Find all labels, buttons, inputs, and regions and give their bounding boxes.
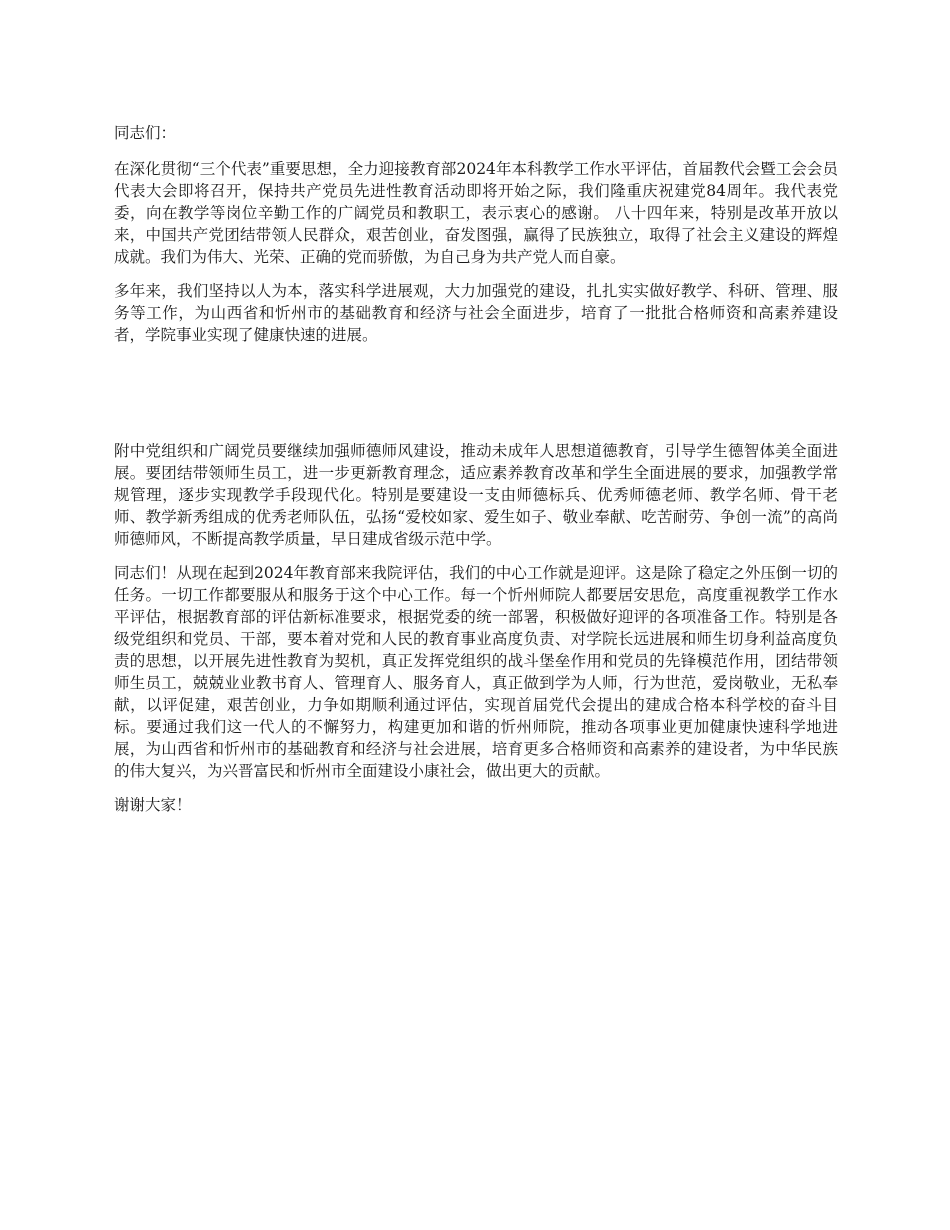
paragraph-3: 附中党组织和广阔党员要继续加强师德师风建设，推动未成年人思想道德教育，引导学生德智体美全面进展。要团结带领师生员工，进一步更新教育理念，适应素养教育改革和学生全面进展的要求，加强教学常规管理，逐步实现教学手段现代化。特别是要建设一支由师德标兵、优秀师德老师、教学名师、骨干老师、教学新秀组成的优秀老师队伍，弘扬“爱校如家、爱生如子、敬业奉献、吃苦耐劳、争创一流”的高尚师德师风，不断提高教学质量，早日建成省级示范中学。 — [114, 442, 838, 548]
paragraph-4: 同志们！从现在起到2024年教育部来我院评估，我们的中心工作就是迎评。这是除了稳定之外压倒一切的任务。一切工作都要服从和服务于这个中心工作。每一个忻州师院人都要居安思危，高度重视教学工作水平评估，根据教育部的评估新标准要求，根据党委的统一部署，积极做好迎评的各项准备工作。特别是各级党组织和党员、干部，要本着对党和人民的教育事业高度负责、对学院长远进展和师生切身利益高度负责的思想，以开展先进性教育为契机，真正发挥党组织的战斗堡垒作用和党员的先锋模范作用，团结带领师生员工，兢兢业业教书育人、管理育人、服务育人，真正做到学为人师，行为世范，爱岗敬业，无私奉献，以评促建，艰苦创业，力争如期顺利通过评估，实现首届党代会提出的建成合格本科学校的奋斗目标。要通过我们这一代人的不懈努力，构建更加和谐的忻州师院，推动各项事业更加健康快速科学地进展，为山西省和忻州市的基础教育和经济与社会进展，培育更多合格师资和高素养的建设者，为中华民族的伟大复兴，为兴晋富民和忻州市全面建设小康社会，做出更大的贡献。 — [114, 564, 838, 780]
paragraph-2: 多年来，我们坚持以人为本，落实科学进展观，大力加强党的建设，扎扎实实做好教学、科研、管理、服务等工作，为山西省和忻州市的基础教育和经济与社会全面进步，培育了一批批合格师资和高素养建设者，学院事业实现了健康快速的进展。 — [114, 282, 838, 344]
paragraph-1: 在深化贯彻“三个代表”重要思想，全力迎接教育部2024年本科教学工作水平评估，首届教代会暨工会会员代表大会即将召开，保持共产党员先进性教育活动即将开始之际，我们隆重庆祝建党84周年。我代表党委，向在教学等岗位辛勤工作的广阔党员和教职工，表示衷心的感谢。 八十四年来，特别是改革开放以来，中国共产党团结带领人民群众，艰苦创业，奋发图强，赢得了民族独立，取得了社会主义建设的辉煌成就。我们为伟大、光荣、正确的党而骄傲，为自己身为共产党人而自豪。 — [114, 160, 838, 266]
document-page — [114, 122, 838, 828]
closing-remark: 谢谢大家！ — [114, 796, 192, 814]
blank-space — [114, 358, 838, 440]
greeting: 同志们： — [114, 124, 177, 142]
